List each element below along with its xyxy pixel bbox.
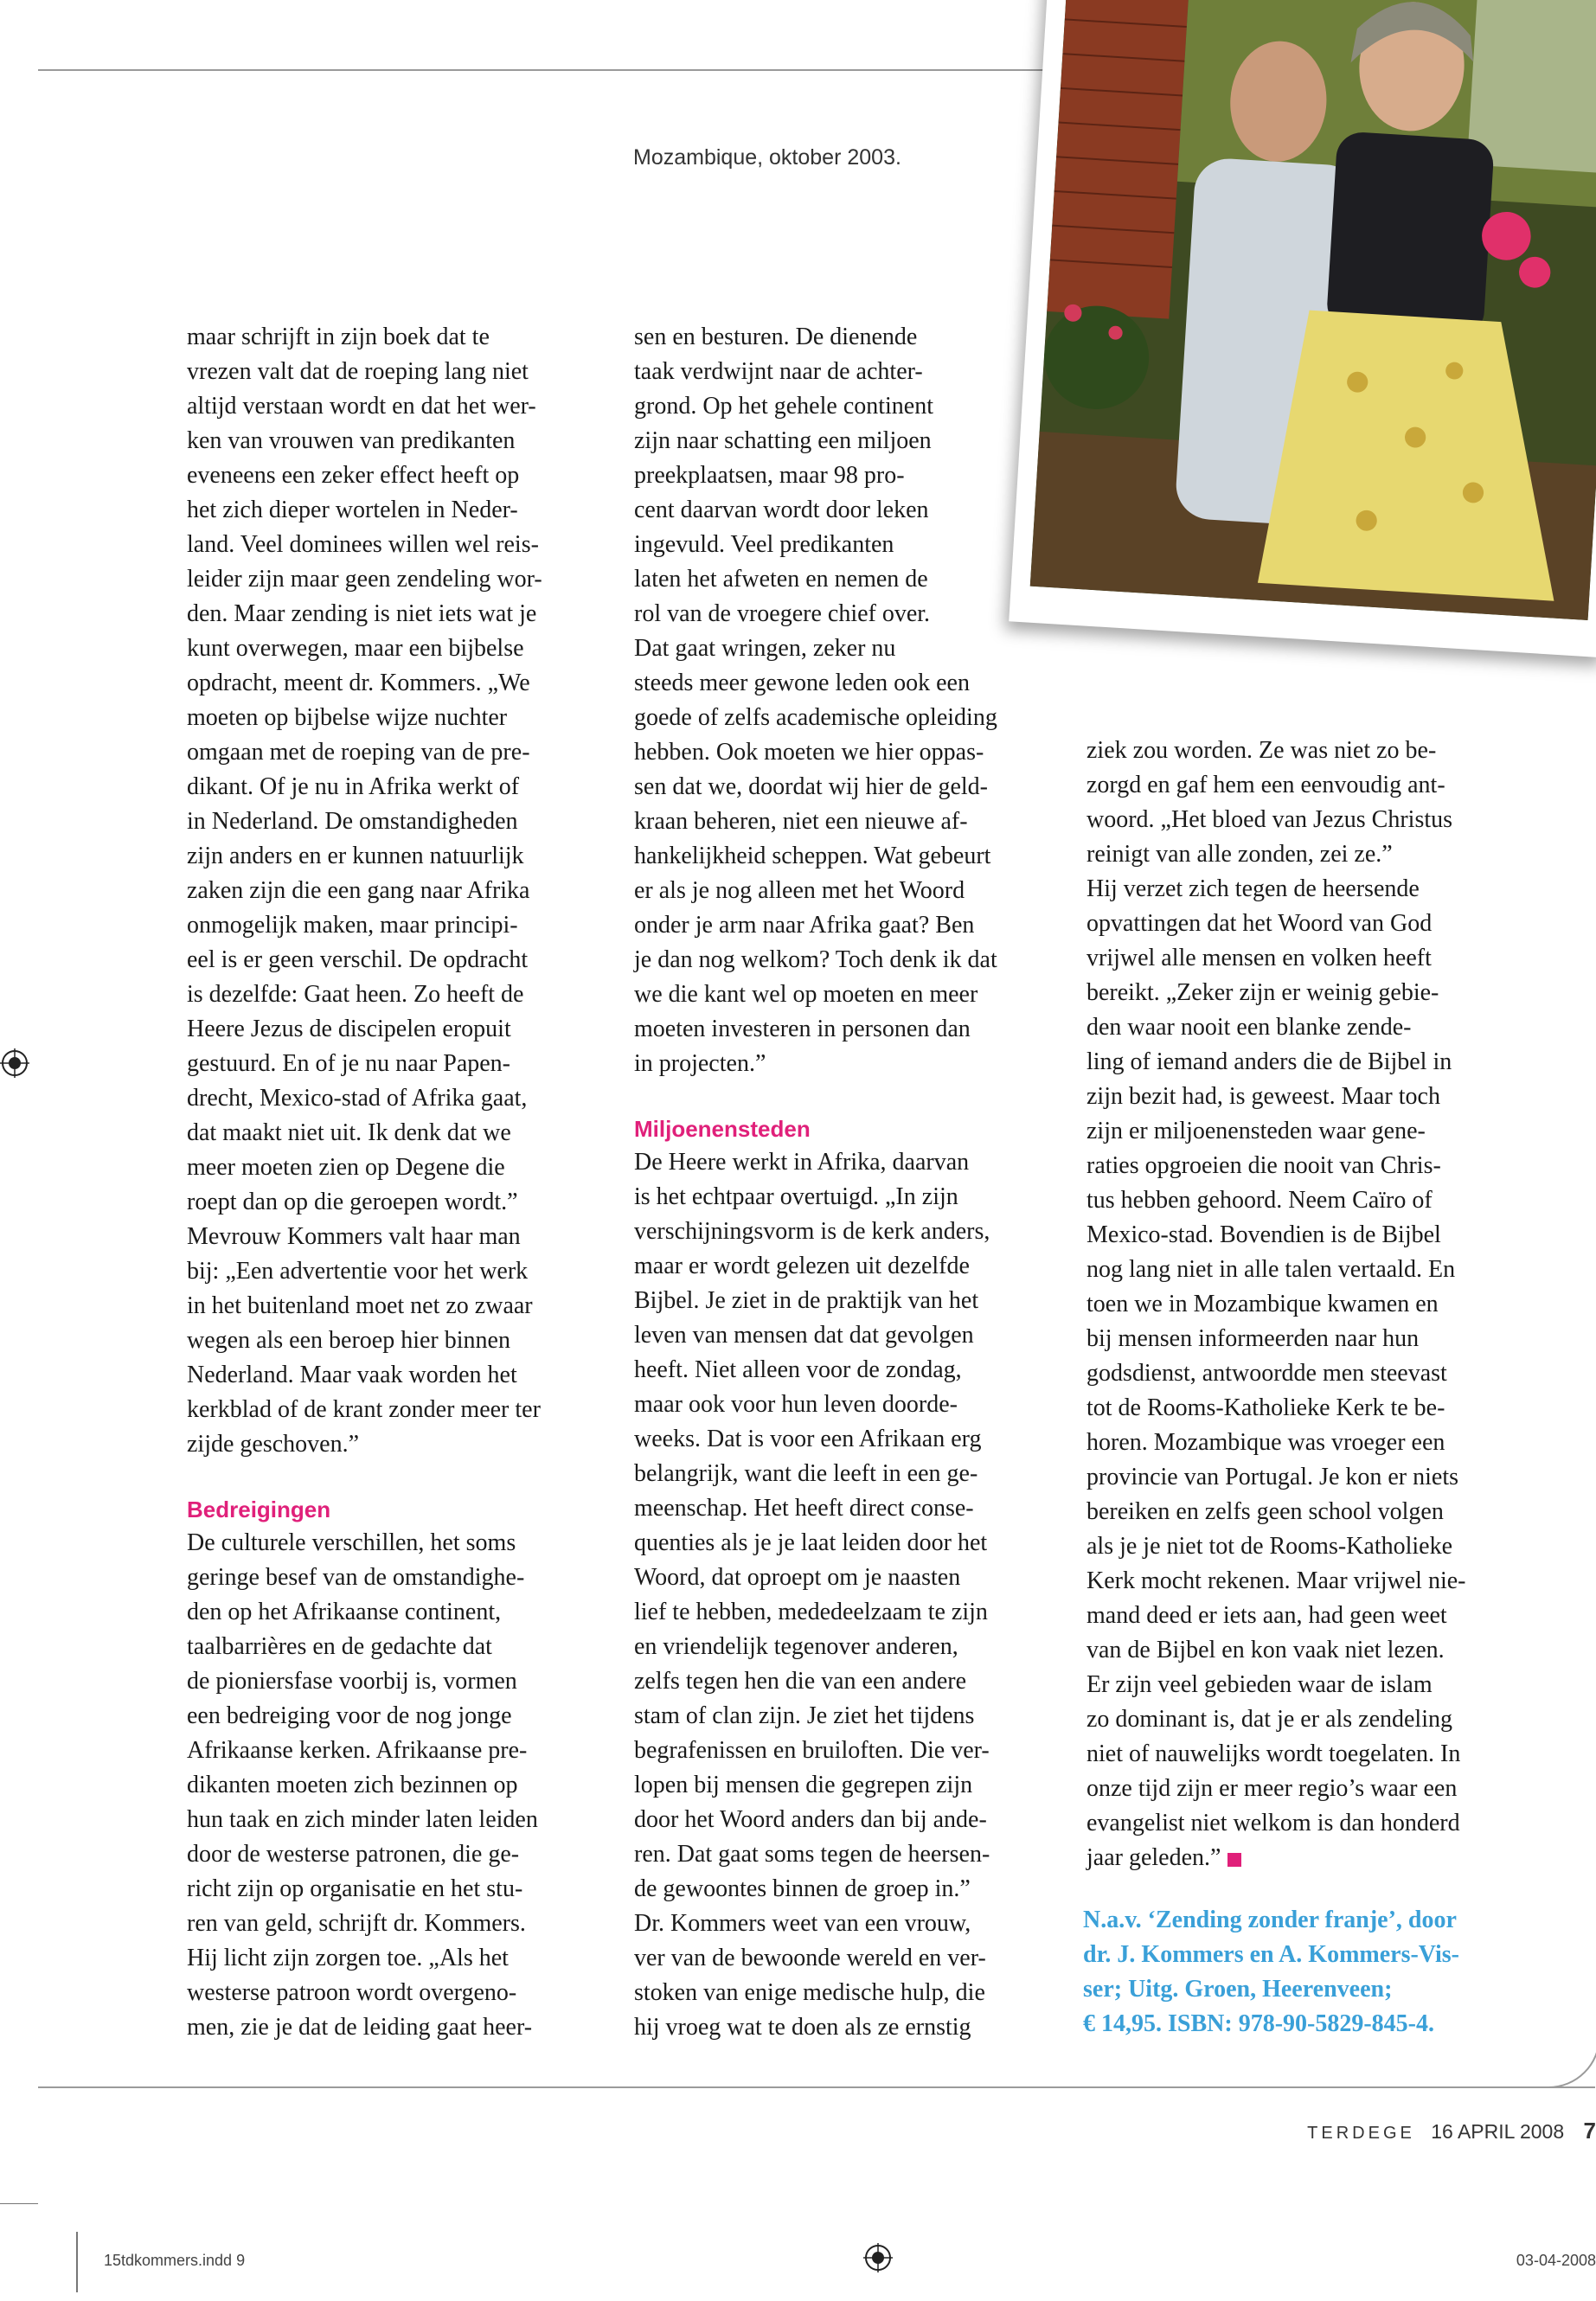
article-column-1 [187,320,602,2045]
bottom-rule-curve [1548,2033,1596,2088]
column2-paragraph-2: De Heere werkt in Afrika, daarvan is het echtpaar overtuigd. „In zijn verschijningsvorm is de kerk anders, maar er wordt gelezen uit dezelfde Bijbel. Je ziet in de praktijk van het leven van mensen dat dat gevolgen heeft. Niet alleen voor de zondag, maar ook voor hun leven doorde- weeks. Dat is voor een Afrikaan erg belangrijk, want die leeft in een ge- meenschap. Het heeft direct conse- quenties als je je laat leiden door het Woord, dat oproept om je naasten lief te hebben, mededeelzaam te zijn en vriendelijk tegenover anderen, zelfs tegen hen die van een andere stam of clan zijn. Je ziet het tijdens begrafenissen en bruiloften. Die ver- lopen bij mensen die gegrepen zijn door het Woord anders dan bij ande- ren. Dat gaat soms tegen de heersen- de gewoontes binnen de groep in.” Dr. Kommers weet van een vrouw, ver van de bewoonde wereld en ver- stoken van enige medische hulp, die hij vroeg wat te doen als ze ernstig [634,1149,990,2041]
slug-filename: 15tdkommers.indd 9 [104,2252,246,2269]
column3-text: ziek zou worden. Ze was niet zo be- zorgd en gaf hem een eenvoudig ant- woord. „Het bloed van Jezus Christus reinigt van alle zonden, zei ze.” Hij verzet zich tegen de heersende opvattingen dat het Woord van God vrijwel alle mensen en volken heeft bereikt. „Zeker zijn er weinig gebie- den waar nooit een blanke zende- ling of iemand anders die de Bijbel in zijn bezit had, is geweest. Maar toch zijn er miljoenensteden waar gene- raties opgroeien die nooit van Chris- tus hebben gehoord. Neem Caïro of Mexico-stad. Bovendien is de Bijbel nog lang niet in alle talen vertaald. En toen we in Mozambique kwamen en bij mensen informeerden naar hun godsdienst, antwoordde men steevast tot de Rooms-Katholieke Kerk te be- horen. Mozambique was vroeger een provincie van Portugal. Je kon er niets bereiken en zelfs geen school volgen als je je niet tot de Rooms-Katholieke Kerk mocht rekenen. Maar vrijwel nie- mand deed er iets aan, had geen weet van de Bijbel en kon vaak niet lezen. Er zijn veel gebieden waar de islam zo dominant is, dat je er als zendeling niet of nauwelijks wordt toegelaten. In onze tijd zijn er meer regio’s waar een evangelist niet welkom is dan honderd jaar geleden.” [1086,737,1466,1871]
crop-mark [0,2203,38,2204]
article-column-3 [1086,734,1519,1875]
issue-date: 16 APRIL 2008 [1431,2120,1565,2143]
photo-frame [1009,0,1596,657]
bottom-rule [38,2086,1595,2088]
column3-paragraph-1 [1086,734,1519,1875]
magazine-name: TERDEGE [1307,2124,1415,2143]
end-of-article-square-icon [1227,1853,1241,1867]
column1-paragraph-1: maar schrijft in zijn boek dat te vrezen valt dat de roeping lang niet altijd verstaan wordt en dat het wer- ken van vrouwen van predikanten eveneens een zeker effect heeft op het zich dieper wortelen in Neder- land. Veel dominees willen wel reis- leider zijn maar geen zendeling wor- den. Maar zending is niet iets wat je kunt overwegen, maar een bijbelse opdracht, meent dr. Kommers. „We moeten op bijbelse wijze nuchter omgaan met de roeping van de pre- dikant. Of je nu in Afrika werkt of in Nederland. De omstandigheden zijn anders en er kunnen natuurlijk zaken zijn die een gang naar Afrika onmogelijk maken, maar principi- eel is er geen verschil. De opdracht is dezelfde: Gaat heen. Zo heeft de Heere Jezus de discipelen eropuit gestuurd. En of je nu naar Papen- drecht, Mexico-stad of Afrika gaat, dat maakt niet uit. Ik denk dat we meer moeten zien op Degene die roept dan op die geroepen wordt.” Mevrouw Kommers valt haar man bij: „Een advertentie voor het werk in het buitenland moet net zo zwaar wegen als een beroep hier binnen Nederland. Maar vaak worden het kerkblad of de krant zonder meer ter zijde geschoven.” [187,324,542,1458]
top-rule [38,69,1052,71]
page-footer [1307,2118,1596,2144]
couple-photo [1030,0,1596,620]
photo-caption: Mozambique, oktober 2003. [633,145,901,170]
page-number: 7 [1583,2118,1596,2144]
subheading-bedreigingen: Bedreigingen [187,1497,331,1522]
slug-date: 03-04-2008 [1516,2252,1596,2269]
photo-illustration [1030,0,1596,620]
registration-mark-icon [0,1048,29,1078]
subheading-miljoenensteden: Miljoenensteden [634,1116,811,1142]
registration-mark-icon [863,2243,893,2272]
article-column-2 [634,320,1049,2045]
crop-mark [76,2232,78,2292]
book-reference-note: N.a.v. ‘Zending zonder franje’, door dr. J. Kommers en A. Kommers-Vis- ser; Uitg. Groen, Heerenveen; € 14,95. ISBN: 978-90-5829-845-4. [1083,1907,1459,2037]
column1-paragraph-2: De culturele verschillen, het soms geringe besef van de omstandighe- den op het Afrikaanse continent, taalbarrières en de gedachte dat de pioniersfase voorbij is, vormen een bedreiging voor de nog jonge Afrikaanse kerken. Afrikaanse pre- dikanten moeten zich bezinnen op hun taak en zich minder laten leiden door de westerse patronen, die ge- richt zijn op organisatie en het stu- ren van geld, schrijft dr. Kommers. Hij licht zijn zorgen toe. „Als het westerse patroon wordt overgeno- men, zie je dat de leiding gaat heer- [187,1529,538,2041]
column2-paragraph-1: sen en besturen. De dienende taak verdwijnt naar de achter- grond. Op het gehele continent zijn naar schatting een miljoen preekplaatsen, maar 98 pro- cent daarvan wordt door leken ingevuld. Veel predikanten laten het afweten en nemen de rol van de vroegere chief over. Dat gaat wringen, zeker nu steeds meer gewone leden ook een goede of zelfs academische opleiding hebben. Ook moeten we hier oppas- sen dat we, doordat wij hier de geld- kraan beheren, niet een nieuwe af- hankelijkheid scheppen. Wat gebeurt er als je nog alleen met het Woord onder je arm naar Afrika gaat? Ben je dan nog welkom? Toch denk ik dat we die kant wel op moeten en meer moeten investeren in personen dan in projecten.” [634,324,997,1077]
